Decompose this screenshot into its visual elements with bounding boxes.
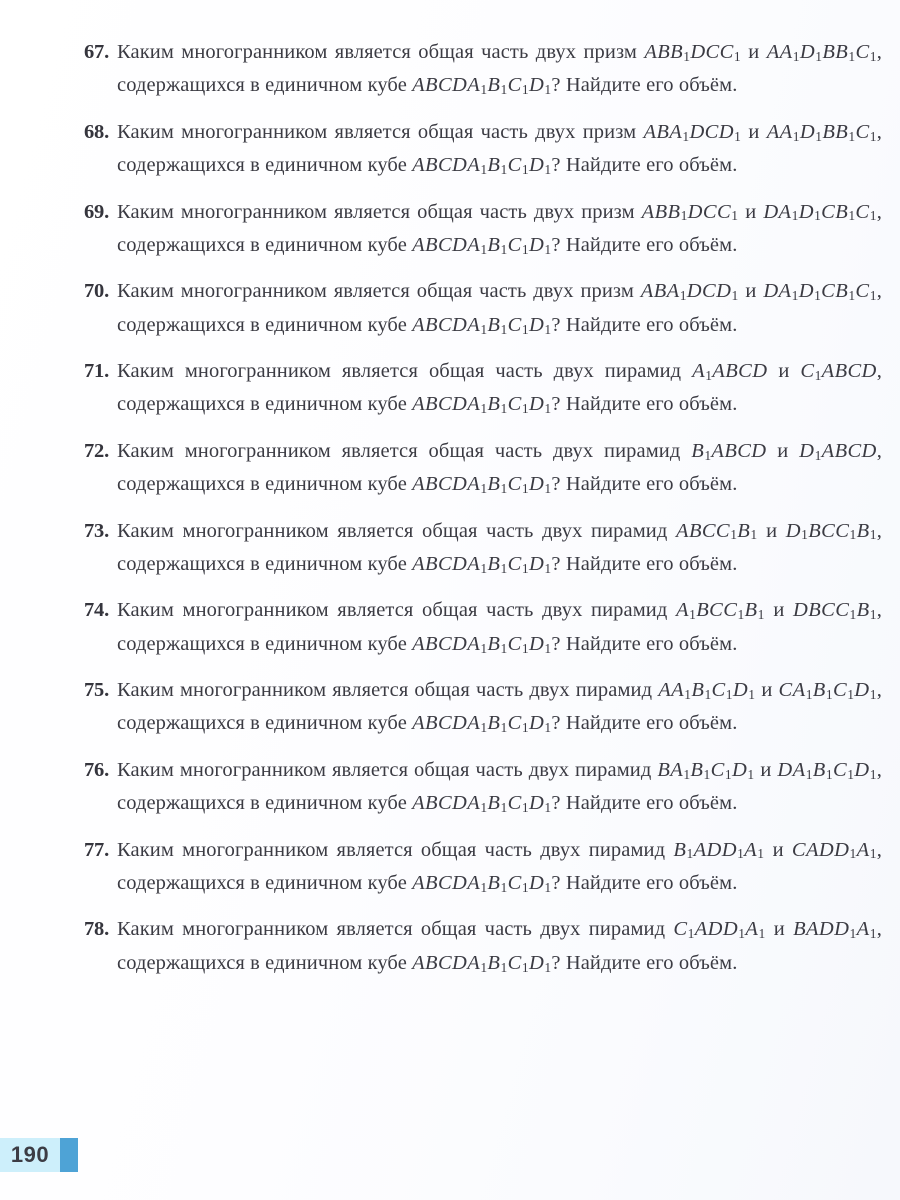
exercise-item: [75, 38, 882, 105]
math-expression: $ABCDA_1B_1C_1D_1$: [412, 313, 552, 337]
math-expression: $DA_1D_1CB_1C_1$: [763, 280, 877, 304]
exercise-text: Каким многогранником является общая часть двух пирамид $ABCC_1B_1$ и $D_1BCC_1B_1$, содержащихся в единичном кубе $ABCDA_1B_1C_1D_1$? Найдите его объём.: [117, 519, 882, 576]
exercise-number: 77.: [83, 838, 109, 861]
math-expression: $ABCDA_1B_1C_1D_1$: [412, 951, 552, 975]
exercise-number: 69.: [83, 200, 109, 223]
math-expression: $ABCDA_1B_1C_1D_1$: [412, 792, 552, 816]
exercise-item: [75, 915, 882, 982]
exercise-text: Каким многогранником является общая часть двух пирамид $BA_1B_1C_1D_1$ и $DA_1B_1C_1D_1$, содержащихся в единичном кубе $ABCDA_1B_1C_1D_1$? Найдите его объём.: [117, 758, 882, 816]
exercise-number: 68.: [83, 120, 109, 143]
math-expression: $ABB_1DCC_1$: [644, 41, 741, 64]
math-expression: $A_1BCC_1B_1$: [676, 599, 765, 623]
math-expression: $DA_1D_1CB_1C_1$: [763, 200, 877, 224]
exercise-item: [75, 357, 882, 424]
exercise-number: 70.: [83, 280, 109, 303]
math-expression: $ABCDA_1B_1C_1D_1$: [412, 552, 552, 576]
math-expression: $ABA_1DCD_1$: [643, 120, 741, 144]
math-expression: $A_1ABCD$: [692, 360, 768, 383]
exercise-item: [75, 118, 882, 185]
exercise-text: Каким многогранником является общая часть двух пирамид $B_1ADD_1A_1$ и $CADD_1A_1$, содержащихся в единичном кубе $ABCDA_1B_1C_1D_1$? Найдите его объём.: [117, 838, 882, 895]
math-expression: $D_1BCC_1B_1$: [785, 519, 877, 543]
exercise-text: Каким многогранником является общая часть двух пирамид $C_1ADD_1A_1$ и $BADD_1A_1$, содержащихся в единичном кубе $ABCDA_1B_1C_1D_1$? Найдите его объём.: [117, 918, 882, 975]
exercise-text: Каким многогранником является общая часть двух пирамид $A_1ABCD$ и $C_1ABCD$, содержащихся в единичном кубе $ABCDA_1B_1C_1D_1$? Найдите его объём.: [117, 360, 882, 417]
exercise-text: Каким многогранником является общая часть двух пирамид $B_1ABCD$ и $D_1ABCD$, содержащихся в единичном кубе $ABCDA_1B_1C_1D_1$? Найдите его объём.: [117, 439, 882, 497]
math-expression: $ABCDA_1B_1C_1D_1$: [412, 393, 552, 417]
math-expression: $ABCDA_1B_1C_1D_1$: [412, 632, 552, 656]
exercise-item: [75, 277, 882, 344]
math-expression: $CADD_1A_1$: [791, 838, 877, 862]
math-expression: $ABB_1DCC_1$: [641, 200, 738, 224]
math-expression: $ABCDA_1B_1C_1D_1$: [412, 871, 552, 895]
exercise-text: Каким многогранником является общая часть двух призм $ABB_1DCC_1$ и $DA_1D_1CB_1C_1$, содержащихся в единичном кубе $ABCDA_1B_1C_1D_1$? Найдите его объём.: [117, 200, 882, 257]
math-expression: $ABCC_1B_1$: [676, 519, 758, 543]
math-expression: $BA_1B_1C_1D_1$: [657, 758, 755, 782]
exercise-item: [75, 198, 882, 265]
math-expression: $ABCDA_1B_1C_1D_1$: [412, 154, 552, 178]
math-expression: $ABCDA_1B_1C_1D_1$: [412, 74, 552, 98]
math-expression: $BADD_1A_1$: [793, 918, 877, 942]
exercise-number: 72.: [83, 439, 109, 462]
math-expression: $D_1ABCD$: [799, 439, 877, 463]
math-expression: $ABCDA_1B_1C_1D_1$: [412, 233, 552, 257]
math-expression: $ABCDA_1B_1C_1D_1$: [412, 712, 552, 736]
exercise-number: 74.: [83, 599, 109, 622]
math-expression: $DBCC_1B_1$: [793, 599, 877, 623]
math-expression: $AA_1D_1BB_1C_1$: [766, 41, 877, 64]
exercise-item: [75, 517, 882, 584]
math-expression: $AA_1D_1BB_1C_1$: [766, 120, 877, 144]
page-footer: [0, 1138, 78, 1172]
exercise-text: Каким многогранником является общая часть двух пирамид $A_1BCC_1B_1$ и $DBCC_1B_1$, содержащихся в единичном кубе $ABCDA_1B_1C_1D_1$? Найдите его объём.: [117, 599, 882, 656]
math-expression: $B_1ADD_1A_1$: [673, 838, 765, 862]
exercise-item: [75, 437, 882, 504]
math-expression: $B_1ABCD$: [691, 439, 767, 463]
exercise-number: 76.: [83, 758, 109, 781]
exercise-text: Каким многогранником является общая часть двух призм $ABA_1DCD_1$ и $AA_1D_1BB_1C_1$, содержащихся в единичном кубе $ABCDA_1B_1C_1D_1$? Найдите его объём.: [117, 120, 882, 178]
math-expression: $CA_1B_1C_1D_1$: [778, 679, 877, 702]
exercise-item: [75, 596, 882, 663]
exercise-text: Каким многогранником является общая часть двух пирамид $AA_1B_1C_1D_1$ и $CA_1B_1C_1D_1$, содержащихся в единичном кубе $ABCDA_1B_1C_1D_1$? Найдите его объём.: [117, 679, 882, 736]
exercise-number: 73.: [83, 519, 109, 542]
math-expression: $C_1ADD_1A_1$: [673, 918, 766, 942]
exercise-number: 75.: [83, 679, 109, 701]
exercise-number: 71.: [83, 360, 109, 382]
exercise-item: [75, 756, 882, 823]
math-expression: $ABCDA_1B_1C_1D_1$: [412, 473, 552, 497]
exercise-item: [75, 676, 882, 743]
math-expression: $ABA_1DCD_1$: [640, 280, 739, 304]
math-expression: $C_1ABCD$: [800, 360, 877, 383]
math-expression: $AA_1B_1C_1D_1$: [658, 679, 755, 702]
footer-accent-tab: [60, 1138, 78, 1172]
exercise-number: 67.: [83, 41, 109, 63]
math-expression: $DA_1B_1C_1D_1$: [777, 758, 877, 782]
exercise-text: Каким многогранником является общая часть двух призм $ABB_1DCC_1$ и $AA_1D_1BB_1C_1$, содержащихся в единичном кубе $ABCDA_1B_1C_1D_1$? Найдите его объём.: [117, 41, 882, 98]
exercise-item: [75, 836, 882, 903]
exercise-text: Каким многогранником является общая часть двух призм $ABA_1DCD_1$ и $DA_1D_1CB_1C_1$, содержащихся в единичном кубе $ABCDA_1B_1C_1D_1$? Найдите его объём.: [117, 280, 882, 337]
exercise-number: 78.: [83, 918, 109, 941]
page-number: 190: [0, 1138, 60, 1172]
